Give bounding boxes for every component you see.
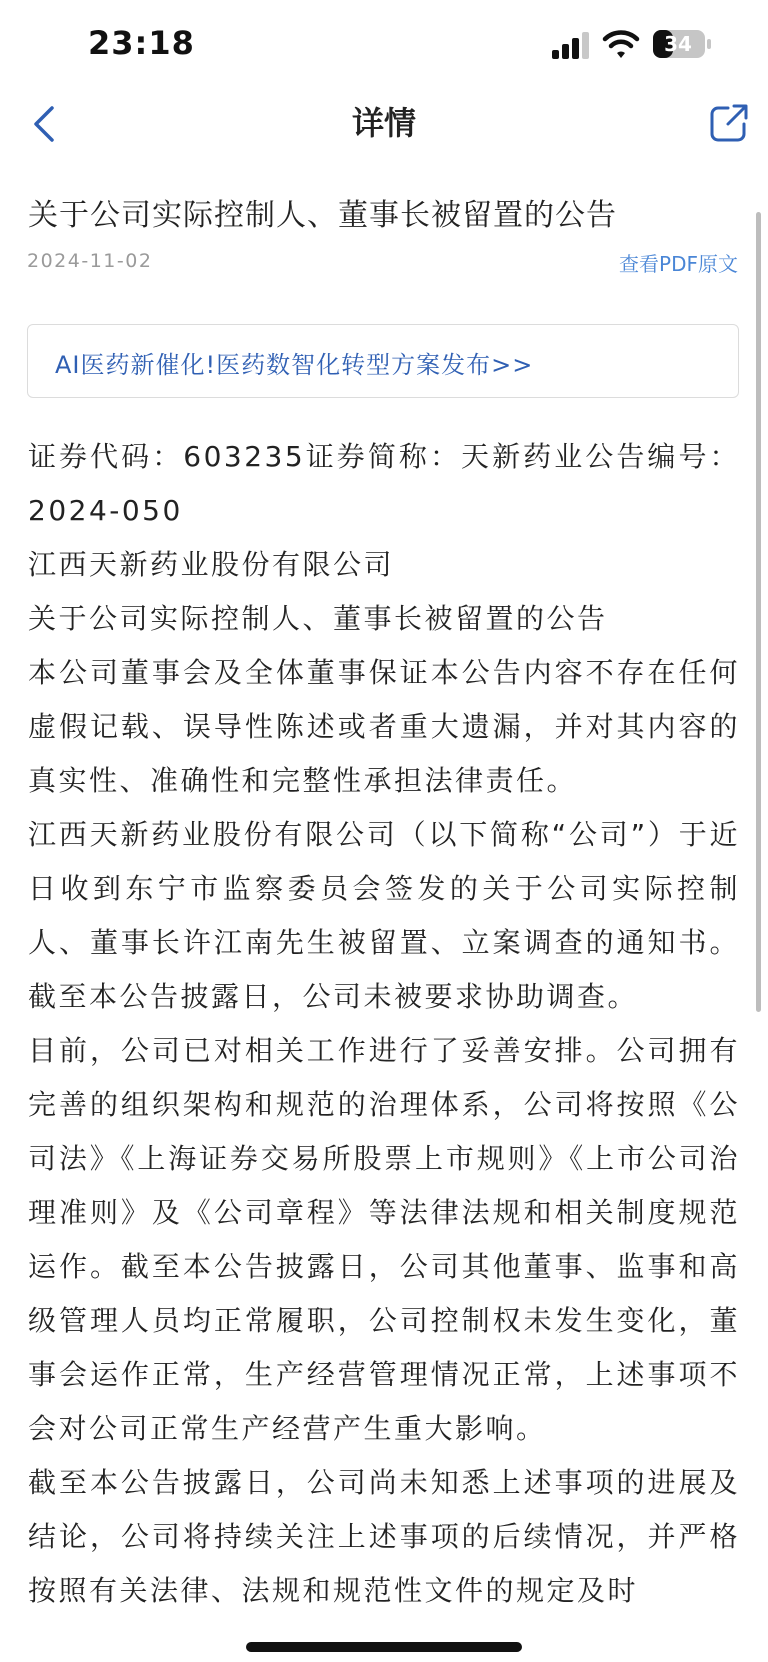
home-indicator[interactable] xyxy=(246,1642,522,1652)
nav-bar xyxy=(0,90,768,156)
view-pdf-link[interactable]: 查看PDF原文 xyxy=(619,252,738,276)
article-body xyxy=(28,430,740,1618)
body-paragraph: 证券代码：603235证券简称：天新药业公告编号：2024-050 xyxy=(28,440,740,527)
body-paragraph: 关于公司实际控制人、董事长被留置的公告 xyxy=(28,602,608,635)
article-title: 关于公司实际控制人、董事长被留置的公告 xyxy=(28,198,617,233)
body-paragraph: 江西天新药业股份有限公司 xyxy=(28,548,395,581)
body-paragraph: 目前，公司已对相关工作进行了妥善安排。公司拥有完善的组织架构和规范的治理体系，公司将按照《公司法》《上海证券交易所股票上市规则》《上市公司治理准则》及《公司章程》等法律法规和相关制度规范运作。截至本公告披露日，公司其他董事、监事和高级管理人员均正常履职，公司控制权未发生变化，董事会运作正常，生产经营管理情况正常，上述事项不会对公司正常生产经营产生重大影响。 xyxy=(28,1034,740,1445)
scrollbar[interactable] xyxy=(756,212,761,1012)
body-paragraph: 本公司董事会及全体董事保证本公告内容不存在任何虚假记载、误导性陈述或者重大遗漏，并对其内容的真实性、准确性和完整性承担法律责任。 xyxy=(28,656,740,797)
share-icon[interactable] xyxy=(708,102,750,144)
status-time: 23:18 xyxy=(88,24,195,62)
article-date: 2024-11-02 xyxy=(27,250,153,272)
body-paragraph: 截至本公告披露日，公司尚未知悉上述事项的进展及结论，公司将持续关注上述事项的后续情况，并严格按照有关法律、法规和规范性文件的规定及时 xyxy=(28,1466,740,1607)
page-title: 详情 xyxy=(351,104,416,142)
status-bar xyxy=(0,0,768,90)
body-paragraph: 江西天新药业股份有限公司（以下简称“公司”）于近日收到东宁市监察委员会签发的关于公司实际控制人、董事长许江南先生被留置、立案调查的通知书。截至本公告披露日，公司未被要求协助调查。 xyxy=(28,818,740,1013)
promo-banner[interactable] xyxy=(27,324,739,398)
promo-banner-text: AI医药新催化!医药数智化转型方案发布>> xyxy=(55,351,534,379)
signal-icon xyxy=(550,30,594,60)
wifi-icon xyxy=(602,28,640,60)
battery-level: 34 xyxy=(664,32,692,56)
